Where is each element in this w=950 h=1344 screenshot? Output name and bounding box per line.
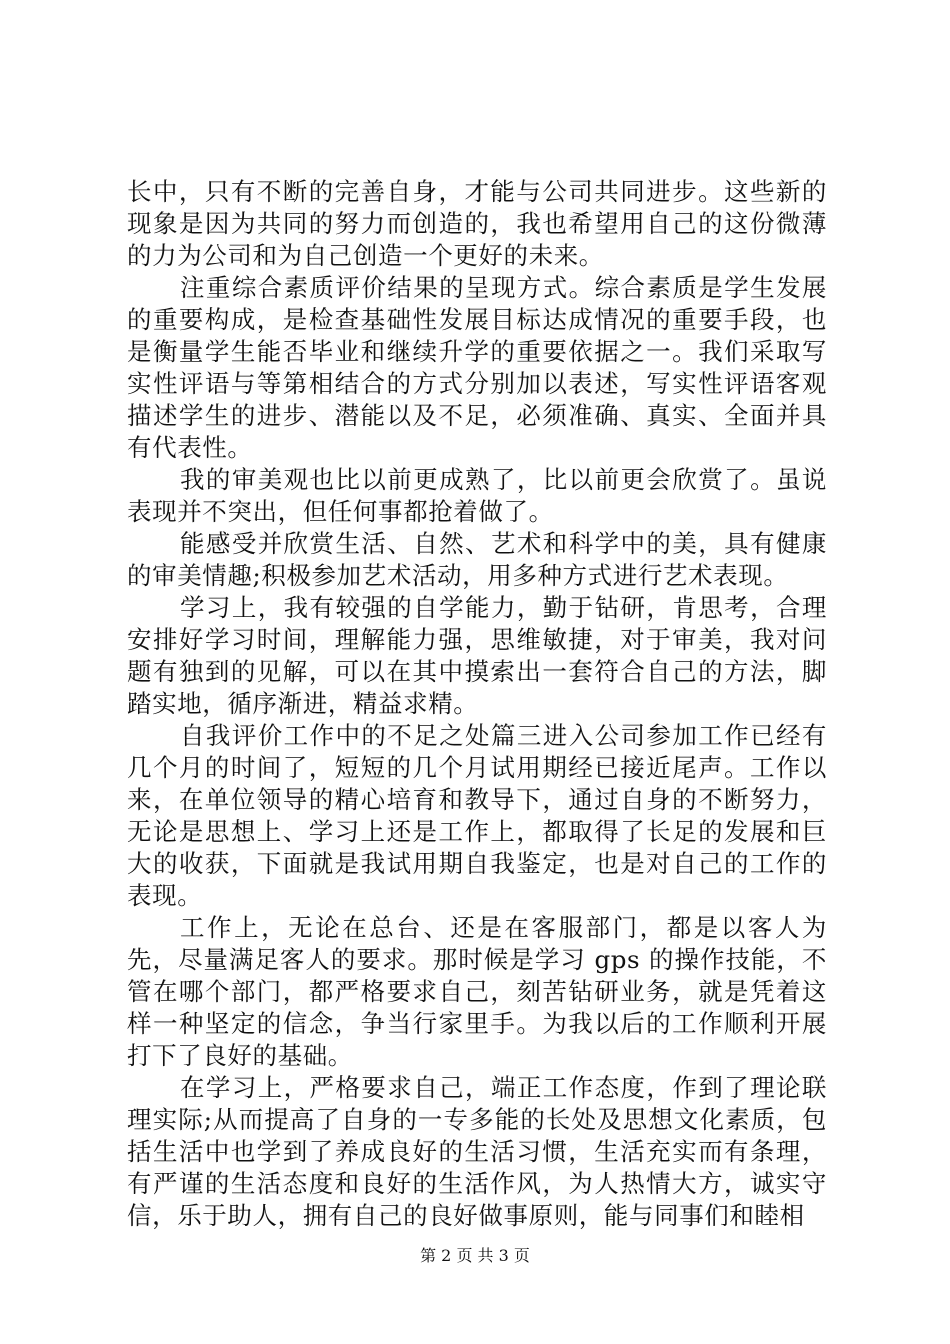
paragraph-5: 学习上，我有较强的自学能力，勤于钻研，肯思考，合理安排好学习时间，理解能力强，思维敏捷，对于审美，我对问题有独到的见解，可以在其中摸索出一套符合自己的方法，脚踏实地，循序渐进，精益求精。 (127, 593, 827, 718)
paragraph-1: 长中，只有不断的完善自身，才能与公司共同进步。这些新的现象是因为共同的努力而创造的，我也希望用自己的这份微薄的力为公司和为自己创造一个更好的未来。 (127, 177, 827, 270)
paragraph-7: 工作上，无论在总台、还是在客服部门，都是以客人为先，尽量满足客人的要求。那时候是学习 gps 的操作技能，不管在哪个部门，都严格要求自己，刻苦钻研业务，就是凭着这样一种坚定的信念，争当行家里手。为我以后的工作顺利开展打下了良好的基础。 (127, 913, 827, 1070)
document-body (127, 176, 827, 1232)
paragraph-4: 能感受并欣赏生活、自然、艺术和科学中的美，具有健康的审美情趣;积极参加艺术活动，用多种方式进行艺术表现。 (127, 529, 827, 590)
page-number-label: 第 2 页 共 3 页 (420, 1246, 530, 1265)
paragraph-8: 在学习上，严格要求自己，端正工作态度，作到了理论联理实际;从而提高了自身的一专多能的长处及思想文化素质，包括生活中也学到了养成良好的生活习惯，生活充实而有条理，有严谨的生活态度和良好的生活作风，为人热情大方，诚实守信，乐于助人，拥有自己的良好做事原则，能与同事们和睦相 (127, 1073, 827, 1230)
paragraph-2: 注重综合素质评价结果的呈现方式。综合素质是学生发展的重要构成，是检查基础性发展目标达成情况的重要手段，也是衡量学生能否毕业和继续升学的重要依据之一。我们采取写实性评语与等第相结合的方式分别加以表述，写实性评语客观描述学生的进步、潜能以及不足，必须准确、真实、全面并具有代表性。 (127, 273, 827, 462)
paragraph-3: 我的审美观也比以前更成熟了，比以前更会欣赏了。虽说表现并不突出，但任何事都抢着做了。 (127, 465, 827, 526)
paragraph-6: 自我评价工作中的不足之处篇三进入公司参加工作已经有几个月的时间了，短短的几个月试用期经已接近尾声。工作以来，在单位领导的精心培育和教导下，通过自身的不断努力，无论是思想上、学习上还是工作上，都取得了长足的发展和巨大的收获，下面就是我试用期自我鉴定，也是对自己的工作的表现。 (127, 721, 827, 910)
page-footer (0, 1246, 950, 1266)
